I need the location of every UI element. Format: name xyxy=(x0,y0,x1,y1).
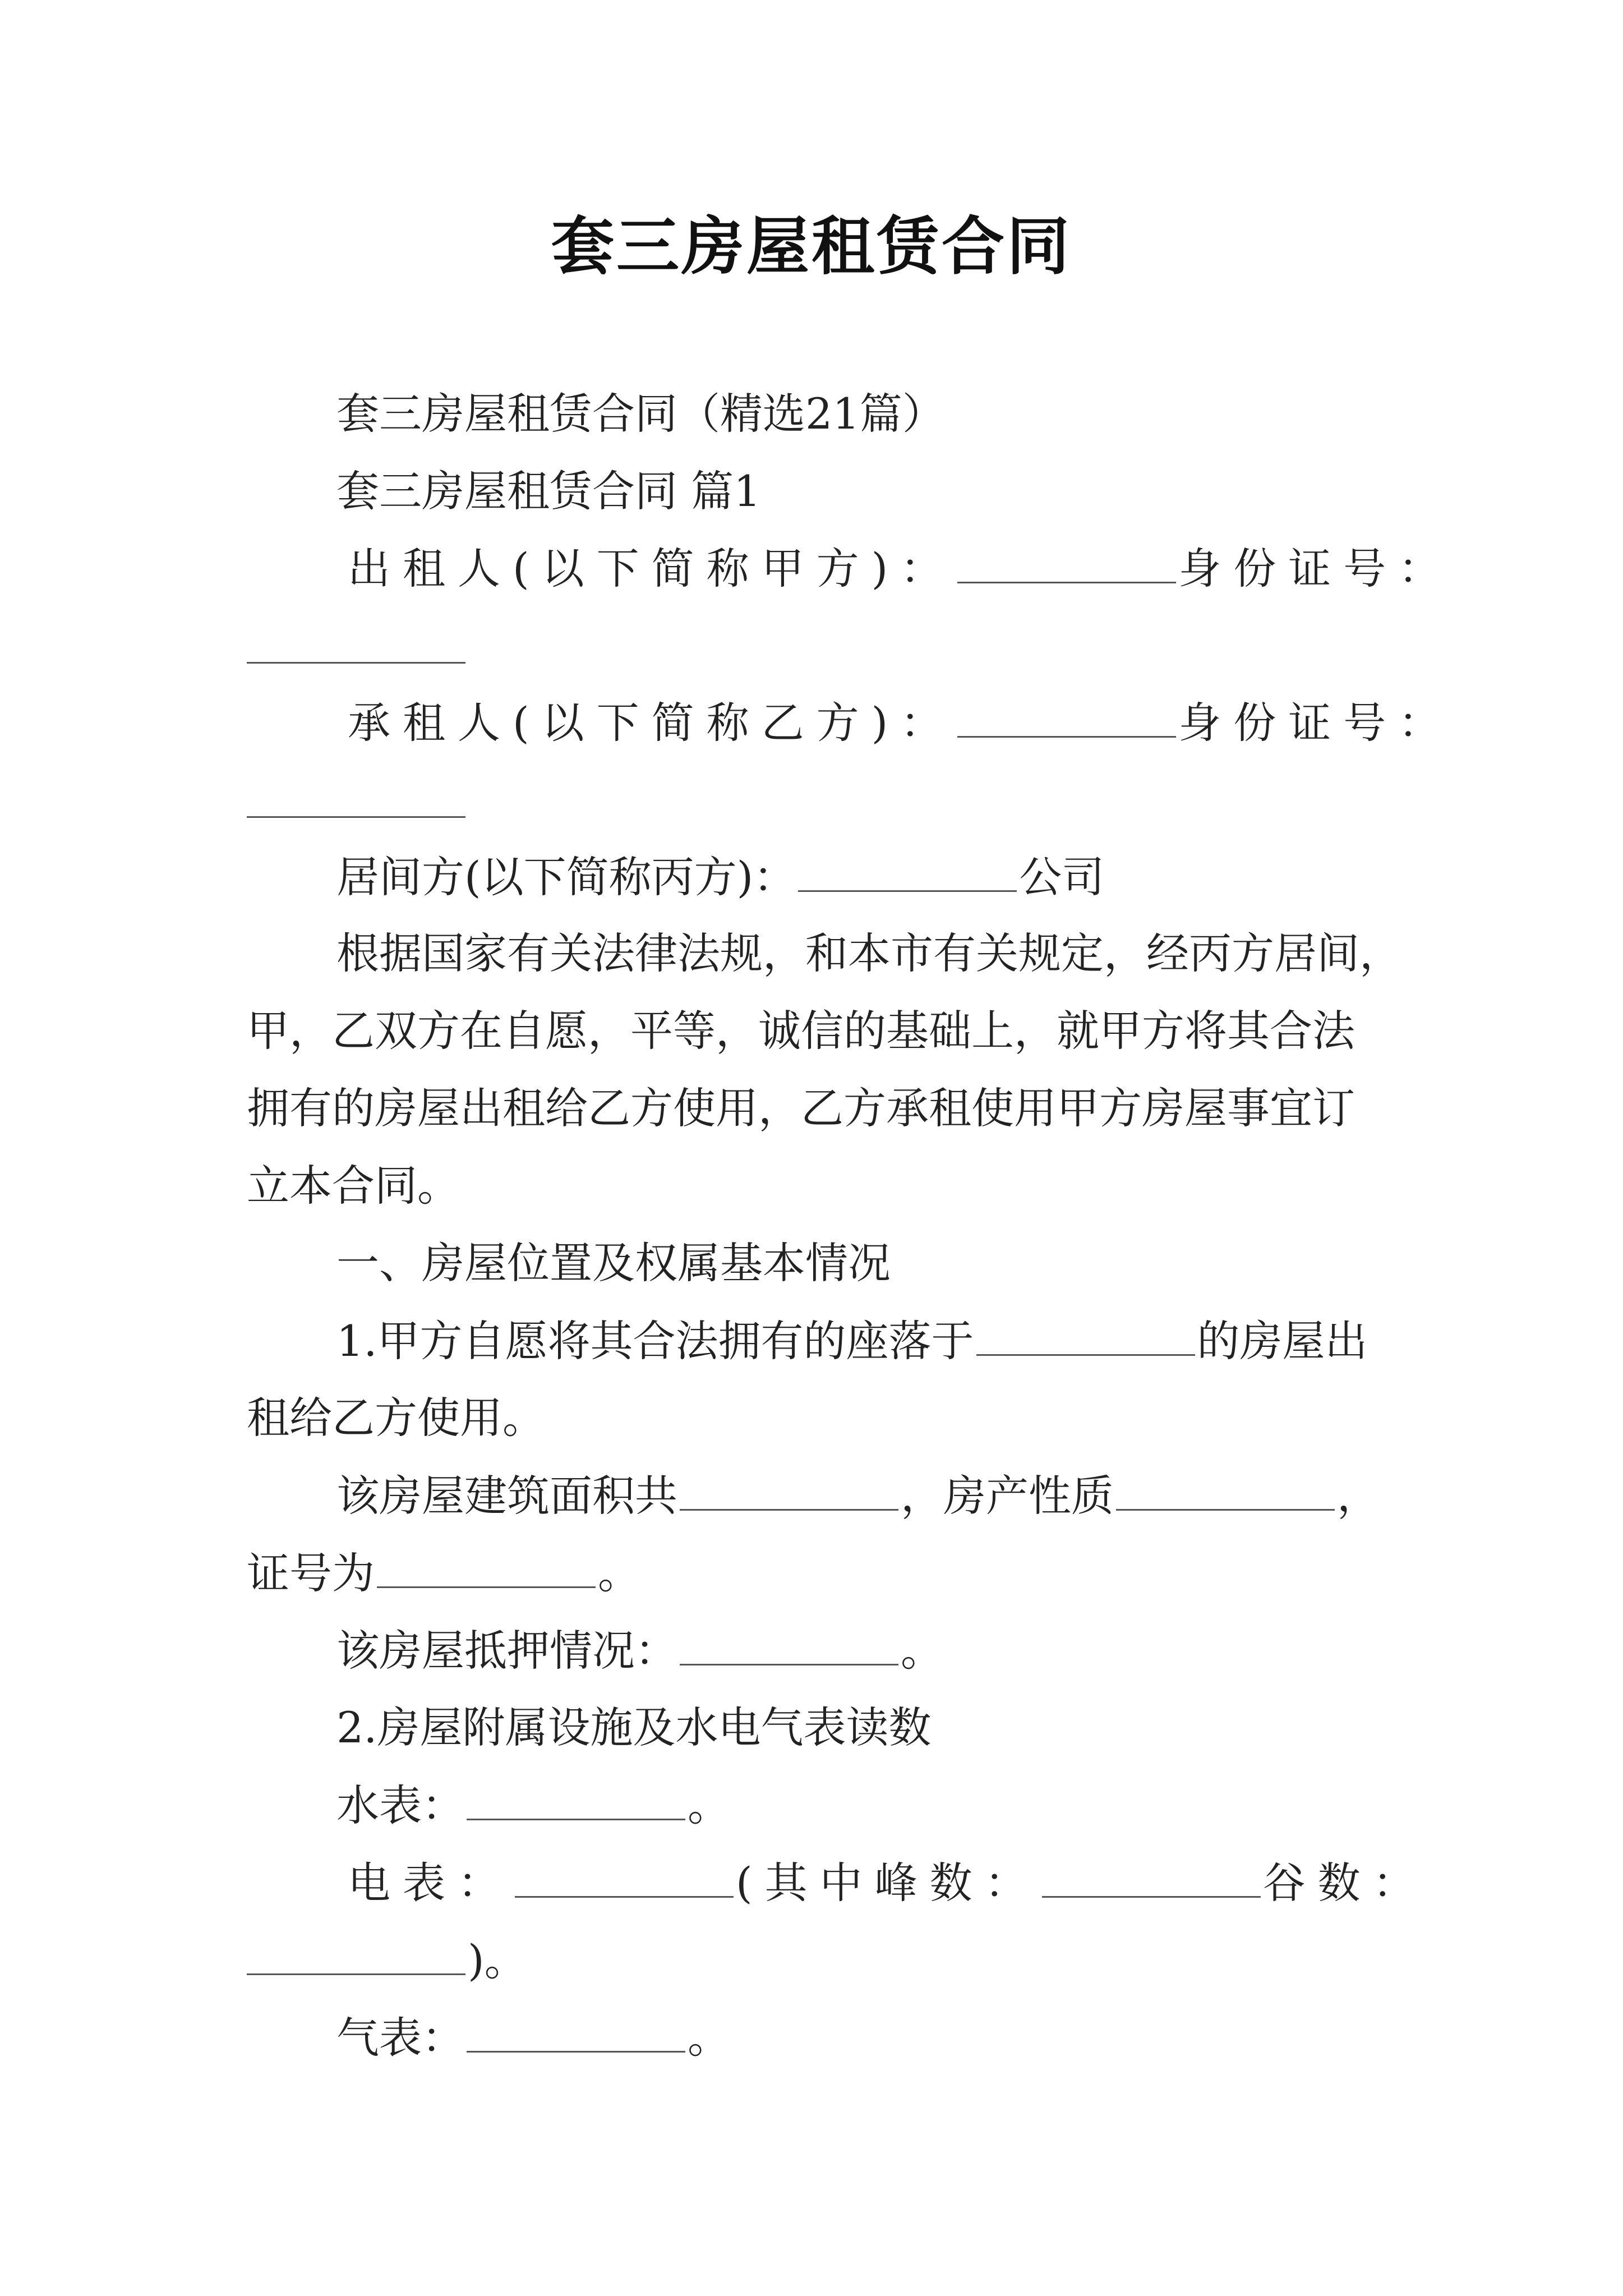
mortgage-period: 。 xyxy=(901,1626,943,1676)
lessor-label: 出租人(以下简称甲方)： xyxy=(348,544,956,593)
location-blank xyxy=(976,1319,1195,1356)
electric-line xyxy=(348,1858,1428,1908)
electric-blank xyxy=(515,1861,734,1898)
mortgage-line xyxy=(336,1626,943,1676)
valley-blank xyxy=(247,1939,465,1975)
lessor-id-label: 身份证号： xyxy=(1178,544,1454,593)
gas-period: 。 xyxy=(688,2013,730,2063)
water-period: 。 xyxy=(688,1780,730,1830)
electric-close: )。 xyxy=(468,1935,527,1985)
intermediary-blank xyxy=(798,855,1017,892)
nature-blank xyxy=(1116,1474,1335,1511)
article1-item2: 2.房屋附属设施及水电气表读数 xyxy=(336,1703,932,1752)
water-line xyxy=(336,1780,730,1830)
lessee-id-blank xyxy=(247,816,465,818)
article1-heading: 一、房屋位置及权属基本情况 xyxy=(336,1238,891,1288)
mortgage-blank xyxy=(680,1629,898,1665)
peak-label: (其中峰数： xyxy=(736,1858,1040,1908)
gas-label: 气表： xyxy=(336,2013,464,2063)
lessor-name-blank xyxy=(957,547,1176,583)
intermediary-label: 居间方(以下简称丙方)： xyxy=(336,852,796,902)
area-label: 该房屋建筑面积共 xyxy=(336,1471,677,1521)
document-subtitle: 套三房屋租赁合同（精选21篇） xyxy=(336,389,945,439)
electric-label: 电表： xyxy=(348,1858,513,1908)
valley-label: 谷数： xyxy=(1262,1858,1428,1908)
preamble-line-3: 拥有的房屋出租给乙方使用，乙方承租使用甲方房屋事宜订 xyxy=(247,1083,1355,1133)
cert-period: 。 xyxy=(598,1548,640,1598)
lessee-name-blank xyxy=(957,701,1176,738)
article1-item1-cont: 租给乙方使用。 xyxy=(247,1393,545,1443)
area-blank xyxy=(680,1474,898,1511)
preamble-line-1: 根据国家有关法律法规，和本市有关规定，经丙方居间， xyxy=(336,928,1402,978)
lessor-id-blank xyxy=(247,662,465,664)
item1-end: 的房屋出 xyxy=(1197,1316,1368,1366)
preamble-line-4: 立本合同。 xyxy=(247,1161,460,1211)
mortgage-label: 该房屋抵押情况： xyxy=(336,1626,677,1676)
item1-start: 1.甲方自愿将其合法拥有的座落于 xyxy=(336,1316,974,1366)
intermediary-line xyxy=(336,852,1105,902)
lessee-id-label: 身份证号： xyxy=(1178,698,1454,748)
intermediary-suffix: 公司 xyxy=(1019,852,1105,902)
cert-line xyxy=(247,1548,640,1598)
preamble-line-2: 甲，乙双方在自愿，平等，诚信的基础上，就甲方将其合法 xyxy=(247,1006,1355,1056)
lessee-label: 承租人(以下简称乙方)： xyxy=(348,698,956,748)
section-heading: 套三房屋租赁合同 篇1 xyxy=(336,466,761,516)
area-line xyxy=(336,1471,1380,1521)
article1-item1-line xyxy=(336,1316,1368,1366)
area-comma: ， xyxy=(1337,1471,1380,1521)
nature-label: ，房产性质 xyxy=(901,1471,1114,1521)
cert-blank xyxy=(377,1552,596,1588)
document-title: 套三房屋租赁合同 xyxy=(551,210,1072,283)
valley-cont-line xyxy=(247,1935,527,1985)
water-blank xyxy=(467,1784,685,1820)
lessor-line xyxy=(348,544,1454,593)
cert-label: 证号为 xyxy=(247,1548,375,1598)
lessee-line xyxy=(348,698,1454,748)
gas-blank xyxy=(467,2016,685,2053)
water-label: 水表： xyxy=(336,1780,464,1830)
gas-line xyxy=(336,2013,730,2063)
peak-blank xyxy=(1042,1861,1261,1898)
